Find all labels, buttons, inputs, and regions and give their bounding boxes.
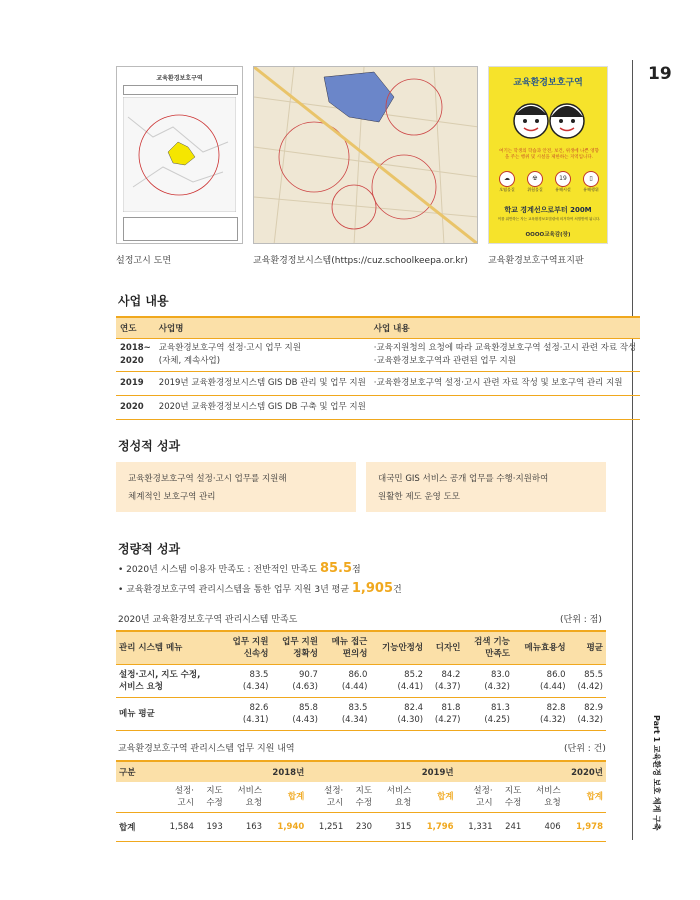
sign-icon-hazard	[523, 171, 547, 193]
drawing-header-box	[123, 85, 238, 95]
sign-description: 여기는 학생의 학습과 안전, 보건, 위생에 나쁜 영향을 주는 행위 및 시설을 제한하는 지역입니다.	[499, 149, 599, 160]
row-label: 메뉴 평균	[116, 698, 222, 731]
bullet-satisfaction	[118, 561, 361, 576]
row-name: 2020년 교육환경정보시스템 GIS DB 구축 및 업무 지원	[155, 396, 370, 420]
caption-sign: 교육환경보호구역표지판	[488, 256, 584, 266]
cell: 406	[524, 813, 563, 842]
table3-unit: (단위 : 건)	[564, 744, 606, 754]
support-average-value: 1,905	[351, 581, 394, 596]
cell: 193	[197, 813, 226, 842]
sign-icon-row	[495, 171, 603, 193]
cell-total: 1,796	[414, 813, 456, 842]
gis-map-image	[253, 66, 478, 244]
sub-notice: 설정· 고시	[158, 782, 197, 813]
th-year: 연도	[116, 317, 155, 339]
table-row	[116, 372, 640, 396]
cell: 84.2 (4.37)	[426, 665, 463, 698]
row-label: 설정·고시, 지도 수정, 서비스 요청	[116, 665, 222, 698]
sub-map: 지도 수정	[197, 782, 226, 813]
drawing-legend-box	[123, 217, 238, 241]
sign-icon-facility	[551, 171, 575, 193]
section-title-business: 사업 내용	[118, 294, 169, 308]
th-utility: 메뉴효용성	[513, 631, 569, 665]
row-content: ·교육환경보호구역 설정·고시 관련 자료 작성 및 보호구역 관리 지원	[370, 372, 640, 396]
th-content: 사업 내용	[370, 317, 640, 339]
bullet-support	[118, 581, 402, 596]
cell: 85.8 (4.43)	[271, 698, 320, 731]
section-title-quantitative: 정량적 성과	[118, 542, 181, 556]
sign-icon-pollution	[495, 171, 519, 193]
cell: 82.9 (4.32)	[569, 698, 606, 731]
cell: 230	[346, 813, 375, 842]
business-table	[116, 316, 640, 420]
sign-org: OOOO교육감(장)	[525, 232, 571, 238]
row-year: 2018~ 2020	[116, 339, 155, 372]
th-year-2020: 2020년	[457, 761, 606, 782]
sub-total: 합계	[414, 782, 456, 813]
th-accuracy: 업무 지원 정확성	[271, 631, 320, 665]
row-name: 2019년 교육환경정보시스템 GIS DB 관리 및 업무 지원	[155, 372, 370, 396]
table2-unit: (단위 : 점)	[560, 615, 602, 625]
sign-title: 교육환경보호구역	[513, 78, 583, 88]
sign-icon-label: 유해행위	[583, 187, 599, 192]
cell: 315	[375, 813, 414, 842]
row-year: 2019	[116, 372, 155, 396]
section-title-qualitative: 정성적 성과	[118, 439, 181, 453]
th-access: 메뉴 접근 편의성	[321, 631, 370, 665]
table-row	[116, 396, 640, 420]
support-table	[116, 760, 606, 842]
satisfaction-value: 85.5	[319, 561, 353, 576]
cell: 83.5 (4.34)	[222, 665, 271, 698]
cell: 85.2 (4.41)	[370, 665, 426, 698]
side-divider	[632, 60, 633, 840]
cell: 85.5 (4.42)	[569, 665, 606, 698]
table-row	[116, 698, 606, 731]
caption-drawing: 설정고시 도면	[116, 256, 172, 266]
cell-empty	[116, 782, 158, 813]
notice-drawing-image	[116, 66, 243, 244]
cell: 81.3 (4.25)	[463, 698, 512, 731]
row-year: 2020	[116, 396, 155, 420]
table3-title: 교육환경보호구역 관리시스템 업무 지원 내역	[118, 744, 295, 754]
row-content	[370, 396, 640, 420]
cell: 83.5 (4.34)	[321, 698, 370, 731]
cell: 1,251	[307, 813, 346, 842]
th-menu: 관리 시스템 메뉴	[116, 631, 222, 665]
cell-total: 1,978	[564, 813, 606, 842]
qualitative-box-1: 교육환경보호구역 설정·고시 업무를 지원해 체계적인 보호구역 관리	[116, 462, 356, 512]
th-year-2018: 2018년	[158, 761, 307, 782]
cell: 163	[226, 813, 265, 842]
side-label-text: Part 1 교육환경 보호 체계 구축	[652, 715, 661, 831]
cell: 82.6 (4.31)	[222, 698, 271, 731]
sub-map: 지도 수정	[496, 782, 525, 813]
bullet-text: • 2020년 시스템 이용자 만족도 : 전반적인 만족도	[118, 565, 320, 575]
sign-subtitle: 학교 경계선으로부터 200M	[504, 206, 592, 214]
row-label: 합계	[116, 813, 158, 842]
table-header-row	[116, 761, 606, 782]
gis-map-icon	[254, 67, 478, 244]
sub-notice: 설정· 고시	[457, 782, 496, 813]
satisfaction-table	[116, 630, 606, 731]
th-average: 평균	[569, 631, 606, 665]
table2-title: 2020년 교육환경보호구역 관리시스템 만족도	[118, 615, 298, 625]
sub-service: 서비스 요청	[524, 782, 563, 813]
cell: 82.8 (4.32)	[513, 698, 569, 731]
th-search: 검색 기능 만족도	[463, 631, 512, 665]
th-design: 디자인	[426, 631, 463, 665]
bullet-unit: 건	[393, 585, 402, 595]
hazard-icon: ☢	[527, 171, 543, 187]
sign-icon-label: 오염물질	[499, 187, 515, 192]
sub-map: 지도 수정	[346, 782, 375, 813]
bullet-unit: 점	[352, 565, 361, 575]
th-speed: 업무 지원 신속성	[222, 631, 271, 665]
children-faces-icon	[509, 93, 589, 145]
cell: 90.7 (4.63)	[271, 665, 320, 698]
sign-note: 이를 위반하는 자는 교육환경보호법령에 의거하여 처벌받게 됩니다.	[497, 217, 601, 221]
table-row	[116, 339, 640, 372]
cell: 82.4 (4.30)	[370, 698, 426, 731]
page-number: 19	[648, 64, 672, 84]
sign-icon-label: 위험물질	[527, 187, 543, 192]
sign-icon-behavior	[579, 171, 603, 193]
sub-total: 합계	[265, 782, 307, 813]
table-subheader-row	[116, 782, 606, 813]
sign-icon-label: 유해시설	[555, 187, 571, 192]
bullet-text: • 교육환경보호구역 관리시스템을 통한 업무 지원 3년 평균	[118, 585, 352, 595]
age-limit-icon: 19	[555, 171, 571, 187]
drawing-map-icon	[123, 97, 236, 212]
sub-notice: 설정· 고시	[307, 782, 346, 813]
cell: 241	[496, 813, 525, 842]
sub-service: 서비스 요청	[226, 782, 265, 813]
cell: 1,331	[457, 813, 496, 842]
sub-total: 합계	[564, 782, 606, 813]
row-content: ·교육지원청의 요청에 따라 교육환경보호구역 설정·고시 관련 자료 작성 ·교육환경보호구역과 관련된 업무 지원	[370, 339, 640, 372]
behavior-icon: ▯	[583, 171, 599, 187]
caption-gis: 교육환경정보시스템(https://cuz.schoolkeepa.or.kr)	[253, 256, 468, 266]
drawing-title: 교육환경보호구역	[156, 75, 203, 82]
qualitative-box-2: 대국민 GIS 서비스 공개 업무를 수행·지원하여 원활한 제도 운영 도모	[366, 462, 606, 512]
pollution-icon: ☁	[499, 171, 515, 187]
table-header-row	[116, 631, 606, 665]
zone-sign-image	[488, 66, 608, 244]
cell: 86.0 (4.44)	[513, 665, 569, 698]
th-stability: 기능안정성	[370, 631, 426, 665]
cell: 83.0 (4.32)	[463, 665, 512, 698]
th-year-2019: 2019년	[307, 761, 456, 782]
table-header-row	[116, 317, 640, 339]
cell: 81.8 (4.27)	[426, 698, 463, 731]
table-row	[116, 813, 606, 842]
cell: 86.0 (4.44)	[321, 665, 370, 698]
cell: 1,584	[158, 813, 197, 842]
th-name: 사업명	[155, 317, 370, 339]
side-label	[652, 715, 666, 831]
cell-total: 1,940	[265, 813, 307, 842]
table-row	[116, 665, 606, 698]
row-name: 교육환경보호구역 설정·고시 업무 지원 (자체, 계속사업)	[155, 339, 370, 372]
th-category: 구분	[116, 761, 158, 782]
sub-service: 서비스 요청	[375, 782, 414, 813]
